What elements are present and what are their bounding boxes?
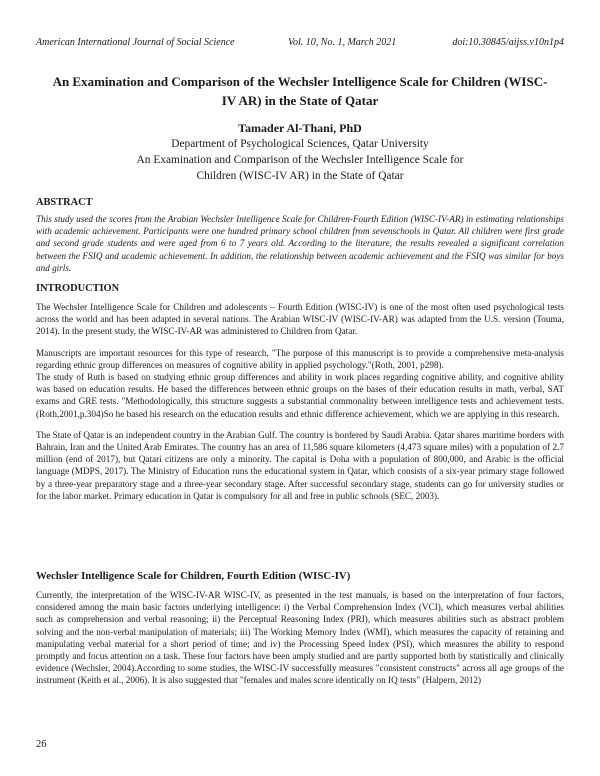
introduction-paragraph-4: The State of Qatar is an independent country in the Arabian Gulf. The country is bordered by Saudi Arabia. Qatar shares maritime borders with Bahrain, Iran and the United Arab Emirates. The country has an area of 11,586 square kilometers (4,473 square miles) with a population of 2.7 million (end of 2017), but Qatari citizens are only a minority. The capital is Doha with a population of 800,000, and Arabic is the official language (MDPS, 2017). The Ministry of Education runs the educational system in Qatar, which consists of a six-year primary stage followed by a three-year preparatory stage and a three-year secondary stage. After successful secondary stage, students can go for university studies or for the labor market. Primary education in Qatar is compulsory for all and free in public schools (SEC, 2003). [36, 429, 564, 501]
author-department: Department of Psychological Sciences, Qatar University [171, 138, 429, 150]
abstract-text: This study used the scores from the Arabian Wechsler Intelligence Scale for Children-Fourth Edition (WISC-IV-AR) in estimating relationships with academic achievement. Participants were one hundred primary school children from sevenschools in Qatar. All children were first grade and second grade students and were aged from 6 to 7 years old. According to the literature, the results revealed a significant correlation between the FSIQ and academic achievement. In addition, the relationship between academic achievement and the FSIQ was similar for boys and girls. [36, 214, 564, 273]
wisc-section [36, 569, 564, 687]
abstract-heading: ABSTRACT [36, 197, 93, 208]
introduction-heading: INTRODUCTION [36, 283, 120, 294]
introduction-paragraph-3: The study of Ruth is based on studying ethnic group differences and ability in work places regarding cognitive ability, and cognitive ability was based on education results. He based the differences between ethnic groups on the bases of their education results in math, verbal, SAT exams and GRE tests. "Methodologically, this structure suggests a substantial commonality between intelligence tests and achievement tests. (Roth,2001,p.304)So he based his research on the education results and ethnic difference achievement, which we are applying in this research. [36, 372, 564, 419]
introduction-paragraph-2: Manuscripts are important resources for this type of research, "The purpose of this manuscript is to provide a comprehensive meta-analysis regarding ethnic group differences on measures of cognitive ability in applied psychology."(Roth, 2001, p298). [36, 347, 564, 370]
paper-title: An Examination and Comparison of the Wechsler Intelligence Scale for Children (WISC-IV AR) in the State of Qatar [52, 74, 548, 108]
volume-info: Vol. 10, No. 1, March 2021 [288, 37, 397, 48]
author-name: Tamader Al-Thani, PhD [238, 121, 362, 135]
introduction-paragraph-1: The Wechsler Intelligence Scale for Children and adolescents – Fourth Edition (WISC-IV) is one of the most often used psychological tests across the world and has been adapted in several nations. The Arabian WISC-IV (WISC-IV-AR) was adapted from the U.S. version (Touma, 2014). In the present study, the WISC-IV-AR was administered to Children from Qatar. [36, 302, 564, 337]
running-header [36, 36, 564, 50]
abstract-section [36, 196, 564, 274]
doi-link[interactable]: doi:10.30845/aijss.v10n1p4 [452, 37, 564, 48]
author-affiliation-line2: Children (WISC-IV AR) in the State of Qatar [196, 170, 404, 182]
wisc-heading: Wechsler Intelligence Scale for Children, Fourth Edition (WISC-IV) [36, 570, 351, 582]
page-number: 26 [36, 739, 47, 750]
wisc-paragraph-1: Currently, the interpretation of the WISC-IV-AR WISC-IV, as presented in the test manuals, is based on the interpretation of four factors, considered among the main basic factors underlying intelligence: i) the Verbal Comprehension Index (VCI), which measures verbal abilities such as comprehension and verbal reasoning; ii) the Perceptual Reasoning Index (PRI), which measures abilities such as abstract problem solving and the non-verbal manipulation of materials; iii) The Working Memory Index (WMI), which measures the capacity of retaining and manipulating verbal material for a short period of time; and iv) the Processing Speed Index (PSI), which measures the ability to respond promptly and focus attention on a task. These four factors have been amply studied and are partly supported both by statistically and clinically evidence (Wechsler, 2004).According to some studies, the WISC-IV successfully measures "consistent constructs" across all age groups of the instrument (Keith et al., 2006). It is also suggested that "females and males score identically on IQ tests" (Halpern, 2012) [36, 590, 564, 686]
author-block [60, 120, 540, 184]
introduction-section [36, 282, 564, 502]
author-affiliation-line1: An Examination and Comparison of the Wechsler Intelligence Scale for [136, 154, 464, 166]
journal-name: American International Journal of Social Science [36, 37, 235, 48]
